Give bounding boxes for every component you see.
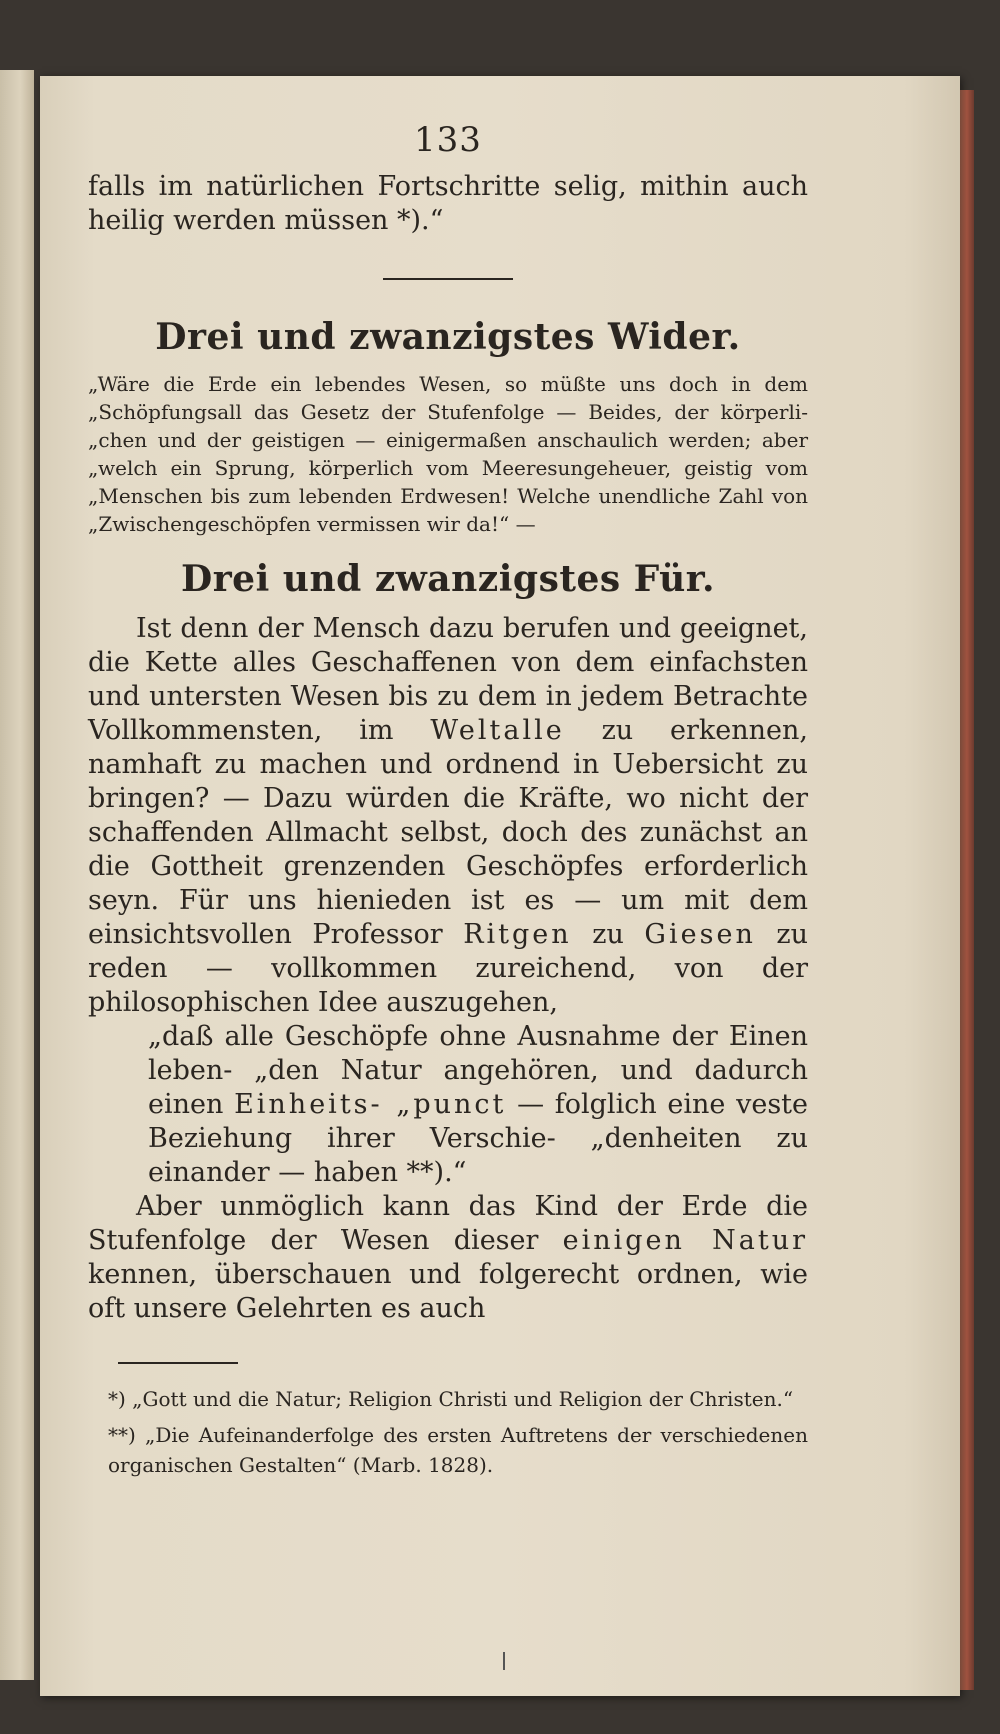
ritgen-quote <box>148 1020 808 1190</box>
footnote-1-text: „Gott und die Natur; Religion Christi und Religion der Christen.“ <box>132 1387 794 1411</box>
page-number: 133 <box>414 120 482 160</box>
emphasis-einigen-natur: einigen Natur <box>562 1225 808 1256</box>
paragraph-1-part-b: zu erkennen, namhaft zu machen und ordnend in Uebersicht zu bringen? — Dazu würden die Kräfte, wo nicht der schaffenden Allmacht selbst, doch des zunächst an die Gottheit grenzenden Geschöpfes erforderlich seyn. Für uns hienieden ist es — um mit dem einsichtsvollen Professor <box>88 715 808 950</box>
section-divider <box>383 278 513 280</box>
paragraph-2-part-a: Aber unmöglich kann das Kind der Erde die Stufenfolge der Wesen dieser <box>88 1191 808 1256</box>
footnote-1 <box>108 1384 808 1414</box>
emphasis-einheitspunct: Einheits- „punct <box>234 1089 507 1120</box>
footnote-2-text: „Die Aufeinanderfolge des ersten Auftretens der verschiedenen organischen Gestalten“ (Marb. 1828). <box>108 1423 808 1477</box>
book-cover-edge <box>960 90 974 1690</box>
footnote-2 <box>108 1420 808 1480</box>
facing-page-edge <box>0 70 34 1680</box>
emphasis-giesen: Giesen <box>644 919 756 950</box>
emphasis-ritgen: Ritgen <box>463 919 572 950</box>
emphasis-weltalle: Weltalle <box>430 715 565 746</box>
page-content <box>88 120 808 1486</box>
footnote-1-marker: *) <box>108 1387 126 1411</box>
paragraph-2-part-b: kennen, überschauen und folgerecht ordnen, wie oft unsere Gelehrten es auch <box>88 1259 808 1324</box>
section-heading-fuer: Drei und zwanzigstes Für. <box>181 558 715 600</box>
opening-text: falls im natürlichen Fortschritte selig, mithin auch heilig werden müssen *).“ <box>88 171 808 236</box>
footnote-2-marker: **) <box>108 1423 136 1447</box>
objection-quote: „Wäre die Erde ein lebendes Wesen, so müßte uns doch in dem „Schöpfungsall das Gesetz der Stufenfolge — Beides, der körperli- „chen und der geistigen — einigermaßen anschaulich werden; aber „welch ein Sprung, körperlich vom Meeresungeheuer, geistig vom „Menschen bis zum lebenden Erdwesen! Welche unendliche Zahl von „Zwischengeschöpfen vermissen wir da!“ — <box>88 372 808 536</box>
printer-mark <box>503 1652 505 1670</box>
ritgen-quote-part-b: — folglich eine veste Beziehung ihrer Verschie- „denheiten zu einander — haben **).“ <box>148 1089 809 1188</box>
paragraph-2 <box>88 1190 808 1326</box>
section-heading-wider: Drei und zwanzigstes Wider. <box>155 316 741 358</box>
paragraph-1-part-a: Ist denn der Mensch dazu berufen und geeignet, die Kette alles Geschaffenen von dem einfachsten und untersten Wesen bis zu dem in jedem Betrachte Vollkommensten, im <box>88 613 808 746</box>
paragraph-1-part-d: zu reden — vollkommen zureichend, von der philosophischen Idee auszugehen, <box>88 919 809 1018</box>
footnote-rule <box>118 1362 238 1364</box>
paragraph-1-part-c: zu <box>571 919 645 950</box>
ritgen-quote-part-a: „daß alle Geschöpfe ohne Ausnahme der Einen leben- „den Natur angehören, und dadurch einen <box>148 1021 808 1120</box>
paragraph-1 <box>88 612 808 1020</box>
